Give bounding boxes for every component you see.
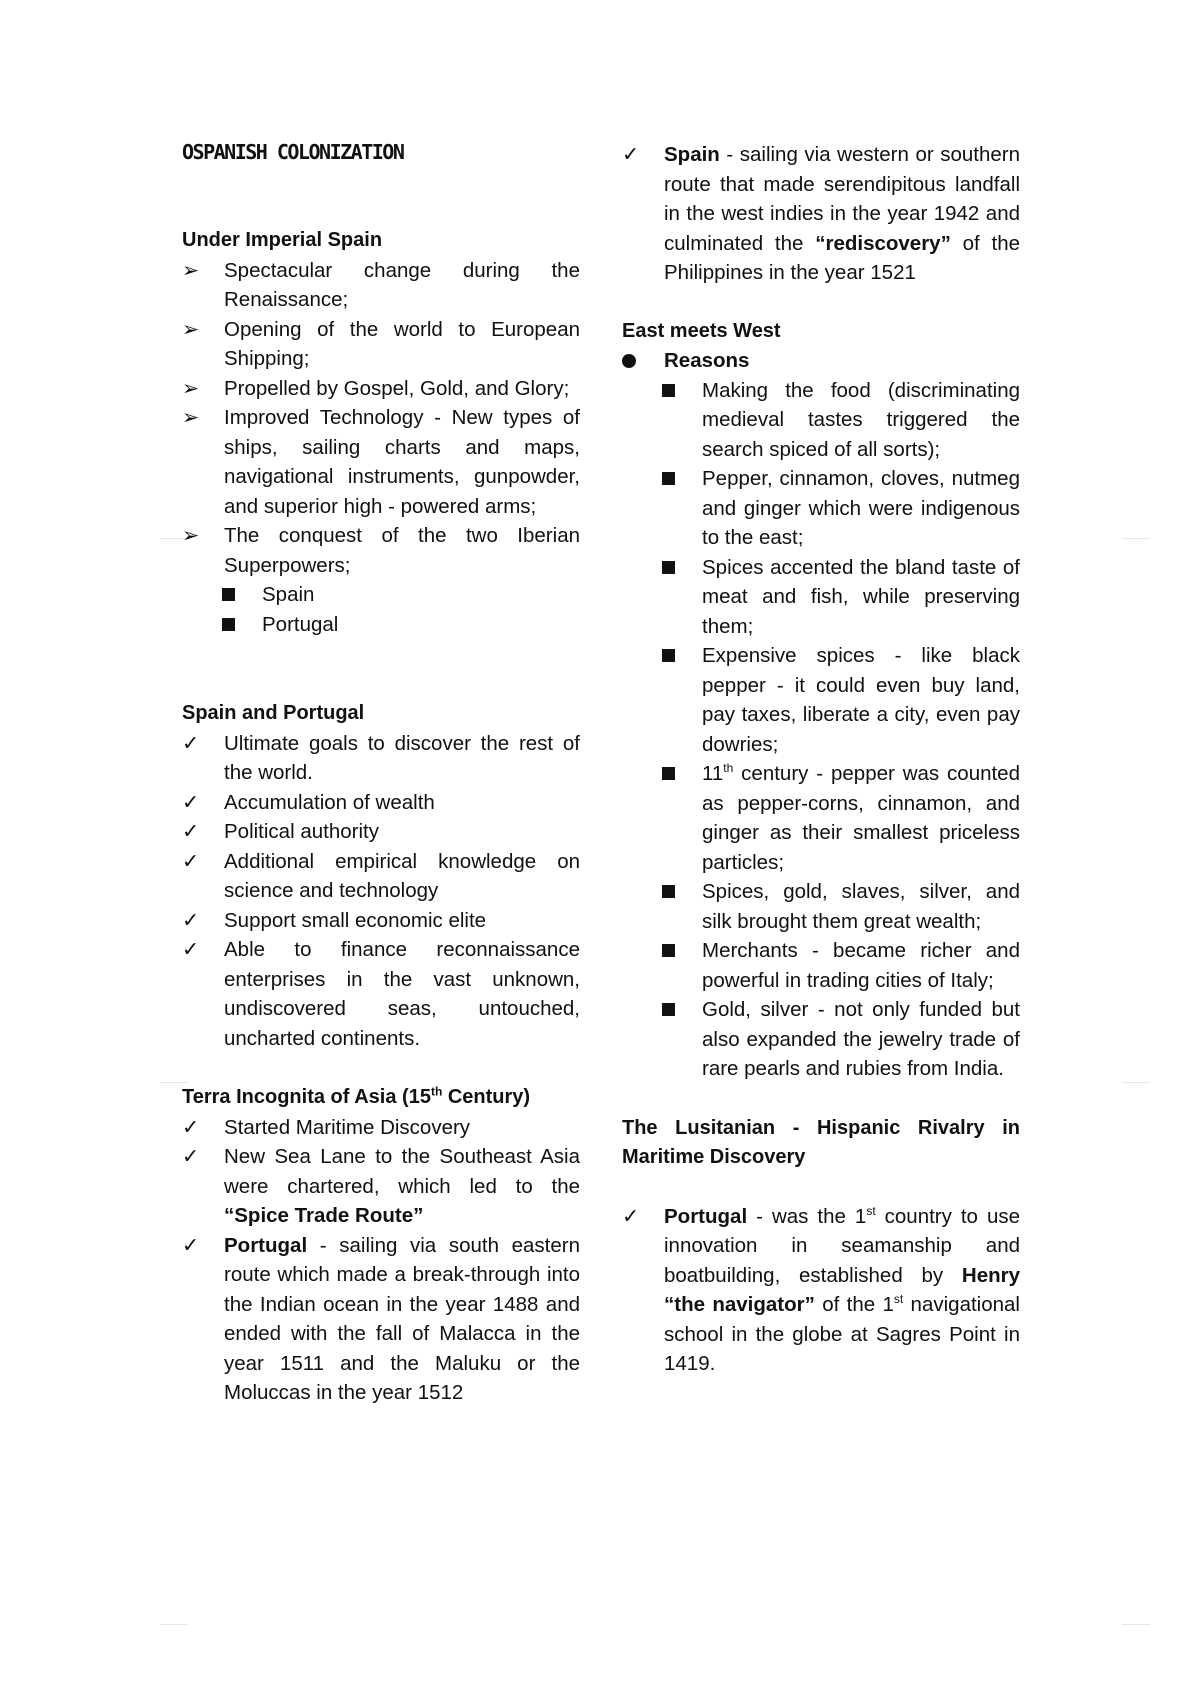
scan-mark: [1122, 1624, 1150, 1625]
reasons-list: [622, 346, 1020, 376]
arrow-bullet-icon: ➢: [182, 317, 200, 341]
square-bullet-icon: [662, 1003, 675, 1016]
list-item: Reasons: [622, 346, 1020, 376]
square-bullet-icon: [662, 944, 675, 957]
square-bullet-icon: [662, 885, 675, 898]
list-item: ➢ Improved Technology - New types of ships, sailing charts and maps, navigational instruments, gunpowder, and superior high - powered arms;: [182, 403, 580, 521]
heading-east-meets-west: East meets West: [622, 319, 781, 342]
list-item: ✓ Accumulation of wealth: [182, 788, 580, 818]
list-item: ➢ Spectacular change during the Renaissance;: [182, 256, 580, 315]
checkmark-icon: ✓: [622, 1204, 640, 1228]
square-bullet-icon: [222, 618, 235, 631]
iberian-powers-list: [222, 580, 580, 639]
list-item: ➢ Propelled by Gospel, Gold, and Glory;: [182, 374, 580, 404]
checkmark-icon: ✓: [182, 1115, 200, 1139]
square-bullet-icon: [662, 472, 675, 485]
list-item: ➢ Opening of the world to European Shipping;: [182, 315, 580, 374]
list-item: Making the food (discriminating medieval tastes triggered the search spiced of all sorts);: [662, 376, 1020, 465]
terra-incognita-list: [182, 1113, 580, 1408]
checkmark-icon: ✓: [182, 1233, 200, 1257]
list-item: ➢ The conquest of the two Iberian Superpowers;: [182, 521, 580, 580]
square-bullet-icon: [662, 767, 675, 780]
heading-under-imperial-spain: Under Imperial Spain: [182, 229, 383, 251]
checkmark-icon: ✓: [182, 908, 200, 932]
list-item: ✓ Able to finance reconnaissance enterprises in the vast unknown, undiscovered seas, untouched, uncharted continents.: [182, 935, 580, 1053]
scan-mark: [1122, 538, 1150, 539]
portugal-list: [622, 1202, 1020, 1379]
list-item: Gold, silver - not only funded but also expanded the jewelry trade of rare pearls and rubies from India.: [662, 995, 1020, 1084]
scan-mark: [1122, 1082, 1150, 1083]
scan-mark: [160, 1624, 188, 1625]
list-item: ✓ Started Maritime Discovery: [182, 1113, 580, 1143]
checkmark-icon: ✓: [182, 849, 200, 873]
checkmark-icon: ✓: [182, 938, 200, 961]
square-bullet-icon: [662, 649, 675, 662]
list-item: ✓ Ultimate goals to discover the rest of the world.: [182, 729, 580, 788]
list-item: Merchants - became richer and powerful in trading cities of Italy;: [662, 936, 1020, 995]
list-item: Pepper, cinnamon, cloves, nutmeg and ginger which were indigenous to the east;: [662, 464, 1020, 553]
list-item: ✓ Support small economic elite: [182, 906, 580, 936]
checkmark-icon: ✓: [622, 143, 640, 166]
list-item: ✓ Spain - sailing via western or southern route that made serendipitous landfall in the west indies in the year 1942 and culminated the “rediscovery” of the Philippines in the year 1521: [622, 140, 1020, 288]
square-bullet-icon: [662, 384, 675, 397]
list-item: ✓ New Sea Lane to the Southeast Asia were chartered, which led to the “Spice Trade Route”: [182, 1142, 580, 1231]
heading-lusitanian-hispanic-rivalry: The Lusitanian - Hispanic Rivalry in Maritime Discovery: [622, 1116, 1020, 1168]
checkmark-icon: ✓: [182, 731, 200, 755]
arrow-bullet-icon: ➢: [182, 376, 200, 400]
heading-terra-incognita: Terra Incognita of Asia (15th Century): [182, 1084, 531, 1108]
list-item: Spain: [222, 580, 580, 610]
round-bullet-icon: [622, 354, 636, 368]
list-item: ✓ Political authority: [182, 817, 580, 847]
list-item: Spices accented the bland taste of meat and fish, while preserving them;: [662, 553, 1020, 642]
arrow-bullet-icon: ➢: [182, 524, 200, 547]
checkmark-icon: ✓: [182, 1145, 200, 1168]
list-item: 11th century - pepper was counted as pepper-corns, cinnamon, and ginger as their smallest priceless particles;: [662, 759, 1020, 877]
list-item: Portugal: [222, 610, 580, 640]
list-item: ✓ Portugal - sailing via south eastern route which made a break-through into the Indian ocean in the year 1488 and ended with the fall of Malacca in the year 1511 and the Maluku or the Moluccas in the year 1512: [182, 1231, 580, 1408]
reasons-sublist: [662, 376, 1020, 1084]
arrow-bullet-icon: ➢: [182, 258, 200, 282]
checkmark-icon: ✓: [182, 790, 200, 814]
checkmark-icon: ✓: [182, 820, 200, 843]
square-bullet-icon: [222, 588, 235, 601]
imperial-spain-list: [182, 256, 580, 581]
spain-route-list: [622, 140, 1020, 288]
heading-spain-and-portugal: Spain and Portugal: [182, 702, 365, 724]
list-item: Expensive spices - like black pepper - it could even buy land, pay taxes, liberate a city, even pay dowries;: [662, 641, 1020, 759]
square-bullet-icon: [662, 561, 675, 574]
list-item: ✓ Additional empirical knowledge on science and technology: [182, 847, 580, 906]
document-title: OSPANISH COLONIZATION: [182, 140, 404, 164]
spain-portugal-list: [182, 729, 580, 1054]
list-item: Spices, gold, slaves, silver, and silk brought them great wealth;: [662, 877, 1020, 936]
arrow-bullet-icon: ➢: [182, 406, 200, 429]
right-column: [622, 140, 1020, 1379]
left-column: [182, 140, 580, 1408]
list-item: ✓ Portugal - was the 1st country to use innovation in seamanship and boatbuilding, established by Henry “the navigator” of the 1st navigational school in the globe at Sagres Point in 1419.: [622, 1202, 1020, 1379]
